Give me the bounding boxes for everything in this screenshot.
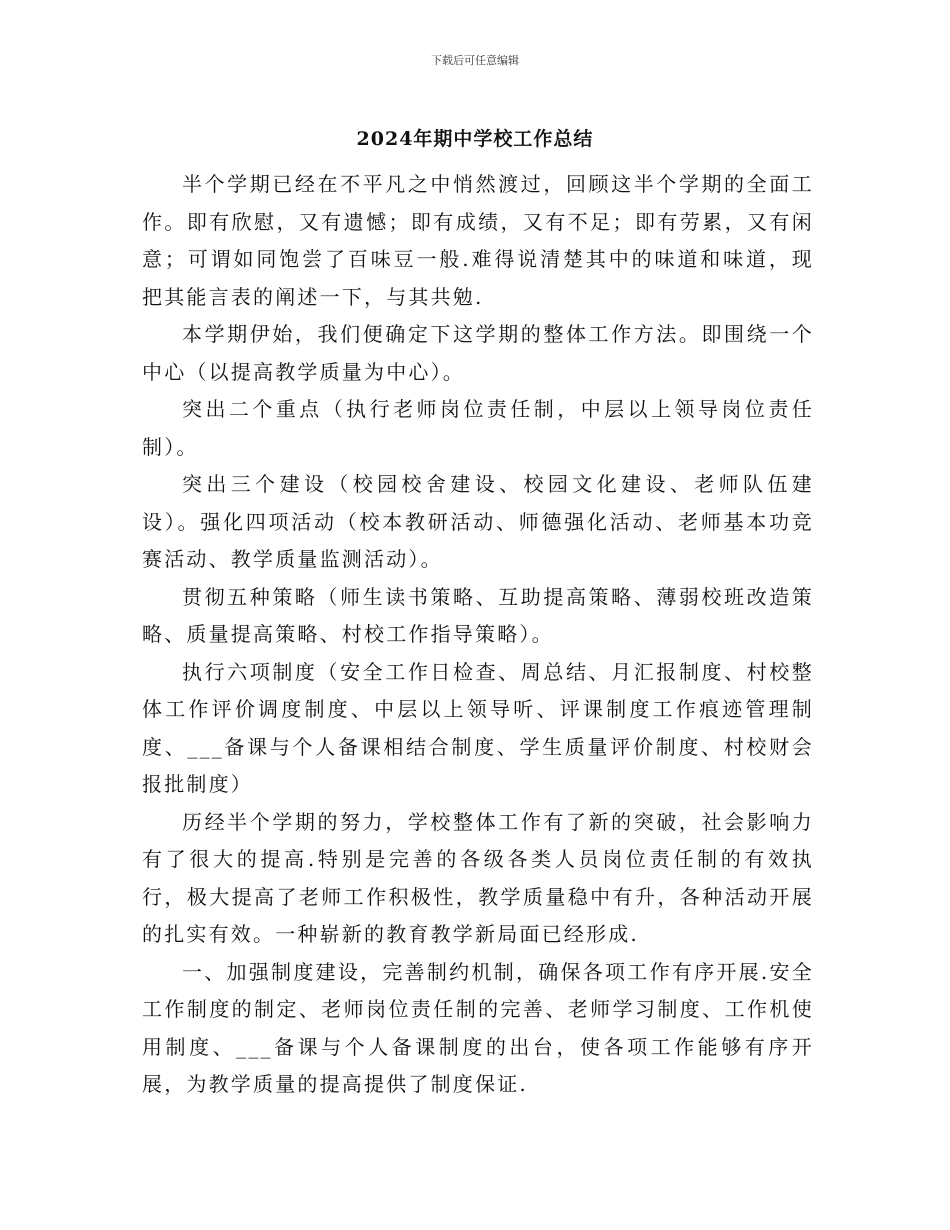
paragraph-one-center: 本学期伊始，我们便确定下这学期的整体工作方法。即围绕一个中心（以提高教学质量为中心）。	[142, 322, 814, 384]
document-title: 2024年期中学校工作总结	[356, 128, 594, 150]
paragraph-six-systems: 执行六项制度（安全工作日检查、周总结、月汇报制度、村校整体工作评价调度制度、中层以上领导听、评课制度工作痕迹管理制度、___备课与个人备课相结合制度、学生质量评价制度、村校财会报批制度）	[142, 659, 814, 796]
document-body	[142, 166, 814, 1104]
paragraph-intro: 半个学期已经在不平凡之中悄然渡过，回顾这半个学期的全面工作。即有欣慰，又有遗憾；即有成绩，又有不足；即有劳累，又有闲意；可谓如同饱尝了百味豆一般.难得说清楚其中的味道和味道，现把其能言表的阐述一下，与其共勉.	[142, 172, 814, 309]
paragraph-achievements: 历经半个学期的努力，学校整体工作有了新的突破，社会影响力有了很大的提高.特别是完善的各级各类人员岗位责任制的有效执行，极大提高了老师工作积极性，教学质量稳中有升，各种活动开展的扎实有效。一种崭新的教育教学新局面已经形成.	[142, 809, 814, 946]
paragraph-five-strategies: 贯彻五种策略（师生读书策略、互助提高策略、薄弱校班改造策略、质量提高策略、村校工作指导策略）。	[142, 584, 814, 646]
paragraph-section-one: 一、加强制度建设，完善制约机制，确保各项工作有序开展.安全工作制度的制定、老师岗位责任制的完善、老师学习制度、工作机使用制度、___备课与个人备课制度的出台，使各项工作能够有序开展，为教学质量的提高提供了制度保证.	[142, 959, 814, 1096]
page-header-note: 下载后可任意编辑	[431, 54, 519, 67]
paragraph-three-construction: 突出三个建设（校园校舍建设、校园文化建设、老师队伍建设）。强化四项活动（校本教研活动、师德强化活动、老师基本功竞赛活动、教学质量监测活动）。	[142, 472, 814, 571]
paragraph-two-focus: 突出二个重点（执行老师岗位责任制，中层以上领导岗位责任制）。	[142, 397, 814, 459]
